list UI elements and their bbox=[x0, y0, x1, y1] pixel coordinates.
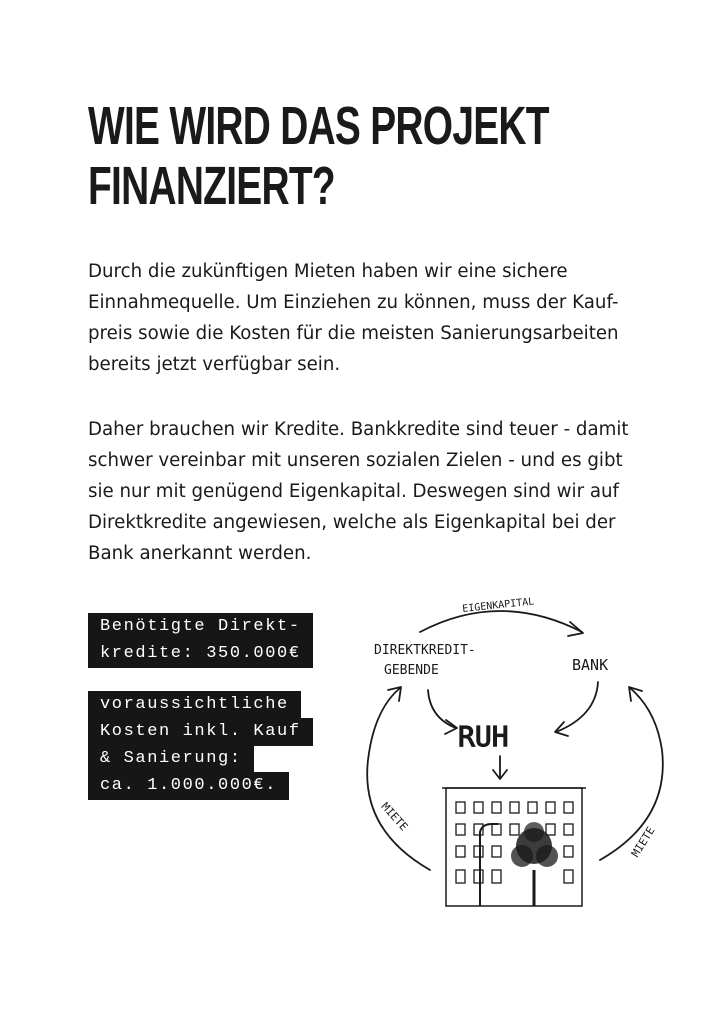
total-costs-highlight bbox=[88, 691, 313, 800]
bank-label: BANK bbox=[572, 656, 609, 674]
paragraph-line: Daher brauchen wir Kredite. Bankkredite sind teuer - damit bbox=[88, 419, 629, 440]
direktkredit-label-line2: GEBENDE bbox=[384, 663, 439, 678]
paragraph-line: Direktkredite angewiesen, welche als Eigenkapital bei der bbox=[88, 512, 616, 533]
intro-paragraph bbox=[88, 256, 648, 380]
required-credits-highlight bbox=[88, 613, 313, 668]
direktkredit-to-ruh-arrow bbox=[428, 690, 456, 728]
ruh-label: RUH bbox=[458, 720, 509, 753]
paragraph-line: Bank anerkannt werden. bbox=[88, 543, 312, 564]
apartment-building-icon bbox=[442, 788, 586, 906]
eigenkapital-arrow bbox=[420, 611, 582, 632]
title-line-2: FINANZIERT? bbox=[88, 156, 335, 216]
direktkredit-label-line1: DIREKTKREDIT- bbox=[374, 643, 476, 658]
credit-paragraph bbox=[88, 414, 648, 569]
paragraph-line: Einnahmequelle. Um Einziehen zu können, muss der Kauf- bbox=[88, 292, 619, 313]
page-title bbox=[88, 96, 549, 216]
highlight-line: voraussichtliche bbox=[88, 691, 301, 719]
highlight-line: & Sanierung: bbox=[88, 745, 254, 773]
paragraph-line: schwer vereinbar mit unseren sozialen Zielen - und es gibt bbox=[88, 450, 623, 471]
paragraph-line: preis sowie die Kosten für die meisten Sanierungsarbeiten bbox=[88, 323, 619, 344]
highlight-line: Benötigte Direkt- bbox=[88, 613, 313, 641]
paragraph-line: Durch die zukünftigen Mieten haben wir eine sichere bbox=[88, 261, 568, 282]
highlight-line: ca. 1.000.000€. bbox=[88, 772, 289, 800]
highlight-line: Kosten inkl. Kauf bbox=[88, 718, 313, 746]
financing-flow-diagram bbox=[350, 570, 690, 950]
eigenkapital-label: EIGENKAPITAL bbox=[461, 596, 535, 615]
miete-left-label: MIETE bbox=[378, 800, 411, 834]
highlight-line: kredite: 350.000€ bbox=[88, 640, 313, 668]
miete-left-arrow bbox=[367, 688, 430, 870]
arrowhead-left-ruh bbox=[445, 720, 457, 734]
paragraph-line: bereits jetzt verfügbar sein. bbox=[88, 354, 341, 375]
paragraph-line: sie nur mit genügend Eigenkapital. Deswegen sind wir auf bbox=[88, 481, 619, 502]
title-line-1: WIE WIRD DAS PROJEKT bbox=[88, 96, 549, 156]
miete-right-label: MIETE bbox=[628, 824, 658, 860]
